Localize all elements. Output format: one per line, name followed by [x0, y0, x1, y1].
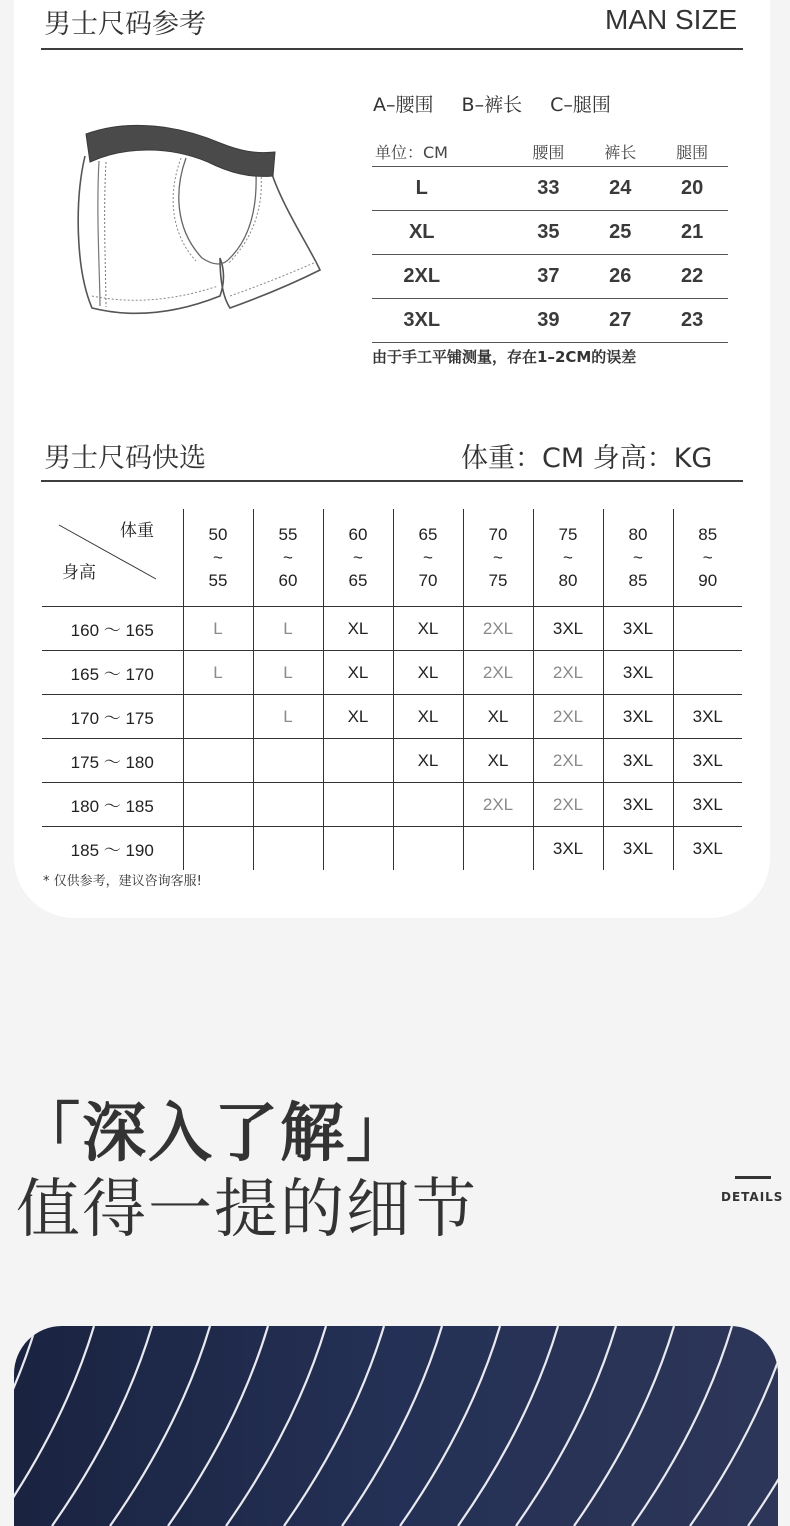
size-label: L	[372, 167, 513, 211]
weight-range-from: 80	[628, 525, 648, 544]
length-value: 27	[584, 299, 656, 343]
weight-range-from: 60	[348, 525, 368, 544]
weight-range-to: 90	[698, 571, 718, 590]
weight-range-sep: ~	[423, 548, 433, 567]
legend-length: B–裤长	[461, 94, 523, 116]
weight-range-from: 55	[278, 525, 298, 544]
size-cell	[673, 607, 742, 651]
size-cell	[323, 783, 393, 827]
reference-note: * 仅供参考，建议咨询客服!	[43, 874, 202, 889]
length-value: 26	[584, 255, 656, 299]
size-cell: XL	[393, 739, 463, 783]
boxer-briefs-illustration	[70, 118, 330, 328]
weight-range-sep: ~	[563, 548, 573, 567]
table-row	[42, 783, 742, 827]
table-row	[372, 299, 728, 343]
weight-range-header	[673, 509, 742, 607]
weight-range-from: 85	[698, 525, 718, 544]
size-cell: 3XL	[533, 607, 603, 651]
size-cell: 2XL	[463, 651, 533, 695]
size-cell: 3XL	[673, 827, 742, 871]
size-cell	[253, 783, 323, 827]
weight-range-header	[533, 509, 603, 607]
weight-range-sep: ~	[213, 548, 223, 567]
weight-range-from: 65	[418, 525, 438, 544]
size-cell	[253, 827, 323, 871]
weight-range-to: 55	[208, 571, 228, 590]
size-cell: L	[253, 651, 323, 695]
measurement-note: 由于手工平铺测量，存在1–2CM的误差	[372, 348, 637, 366]
size-cell: 2XL	[533, 651, 603, 695]
details-line	[735, 1176, 771, 1179]
table-row	[42, 739, 742, 783]
size-cell: 2XL	[463, 607, 533, 651]
details-subheading: 值得一提的细节	[16, 1173, 478, 1247]
size-cell	[183, 827, 253, 871]
weight-axis-label: 体重	[120, 521, 154, 540]
legend-waist: A–腰围	[373, 94, 434, 116]
size-cell	[673, 651, 742, 695]
weight-range-sep: ~	[283, 548, 293, 567]
height-range-label: 180 ～ 185	[42, 783, 183, 827]
height-range-label: 170 ～ 175	[42, 695, 183, 739]
table-row	[372, 167, 728, 211]
size-cell: L	[183, 607, 253, 651]
size-label: XL	[372, 211, 513, 255]
weight-range-to: 85	[628, 571, 648, 590]
waist-value: 35	[513, 211, 585, 255]
size-cell: XL	[463, 695, 533, 739]
size-cell: 2XL	[463, 783, 533, 827]
measurement-table-header	[372, 136, 728, 167]
size-chart-title: 男士尺码参考	[44, 9, 206, 40]
weight-range-header	[253, 509, 323, 607]
weight-range-to: 80	[558, 571, 578, 590]
weight-range-from: 75	[558, 525, 578, 544]
size-cell	[393, 827, 463, 871]
table-row	[42, 827, 742, 871]
quick-pick-divider	[41, 480, 743, 482]
size-cell: 3XL	[603, 739, 673, 783]
table-row	[42, 651, 742, 695]
size-cell	[463, 827, 533, 871]
legend-leg: C–腿围	[550, 94, 611, 116]
length-header: 裤长	[584, 136, 656, 167]
size-cell	[183, 739, 253, 783]
size-cell	[393, 783, 463, 827]
size-cell: 2XL	[533, 739, 603, 783]
height-range-label: 165 ～ 170	[42, 651, 183, 695]
waist-value: 33	[513, 167, 585, 211]
weight-range-header	[323, 509, 393, 607]
size-cell: XL	[323, 651, 393, 695]
header-divider	[41, 48, 743, 50]
size-cell	[253, 739, 323, 783]
leg-value: 22	[656, 255, 728, 299]
length-value: 25	[584, 211, 656, 255]
weight-range-header	[463, 509, 533, 607]
weight-range-to: 70	[418, 571, 438, 590]
size-cell: 3XL	[603, 783, 673, 827]
table-row	[372, 255, 728, 299]
leg-header: 腿围	[656, 136, 728, 167]
details-heading: 「深入了解」	[16, 1097, 412, 1171]
size-label: 3XL	[372, 299, 513, 343]
leg-value: 23	[656, 299, 728, 343]
height-range-label: 160 ～ 165	[42, 607, 183, 651]
size-cell: 3XL	[603, 651, 673, 695]
size-chart-title-en: MAN SIZE	[605, 4, 738, 35]
weight-range-header	[603, 509, 673, 607]
size-cell	[323, 827, 393, 871]
size-label: 2XL	[372, 255, 513, 299]
length-value: 24	[584, 167, 656, 211]
unit-header: 单位：CM	[372, 136, 513, 167]
weight-range-to: 65	[348, 571, 368, 590]
height-axis-label: 身高	[62, 563, 96, 582]
measurement-table	[372, 136, 728, 343]
size-cell: XL	[463, 739, 533, 783]
table-row	[42, 695, 742, 739]
size-cell	[183, 695, 253, 739]
weight-range-from: 50	[208, 525, 228, 544]
quick-pick-title: 男士尺码快选	[44, 443, 206, 474]
size-cell: L	[183, 651, 253, 695]
size-quick-pick-table	[42, 509, 742, 870]
leg-value: 20	[656, 167, 728, 211]
weight-range-to: 60	[278, 571, 298, 590]
size-cell: 3XL	[673, 783, 742, 827]
size-cell: 2XL	[533, 695, 603, 739]
weight-range-to: 75	[488, 571, 508, 590]
size-cell: L	[253, 607, 323, 651]
measurement-legend	[373, 90, 633, 117]
size-cell: 3XL	[673, 739, 742, 783]
weight-header-row	[42, 509, 742, 607]
size-cell: XL	[393, 607, 463, 651]
quick-pick-units: 体重：CM 身高：KG	[461, 443, 713, 474]
size-cell: 3XL	[533, 827, 603, 871]
weight-range-sep: ~	[353, 548, 363, 567]
waist-value: 39	[513, 299, 585, 343]
corner-header	[42, 509, 183, 607]
size-cell: 2XL	[533, 783, 603, 827]
weight-range-sep: ~	[493, 548, 503, 567]
fabric-detail-photo	[14, 1326, 778, 1526]
weight-range-header	[183, 509, 253, 607]
height-range-label: 175 ～ 180	[42, 739, 183, 783]
table-row	[42, 607, 742, 651]
details-label: DETAILS	[721, 1190, 784, 1204]
size-cell	[183, 783, 253, 827]
leg-value: 21	[656, 211, 728, 255]
weight-range-sep: ~	[702, 548, 713, 567]
weight-range-from: 70	[488, 525, 508, 544]
height-range-label: 185 ～ 190	[70, 841, 154, 860]
waist-header: 腰围	[513, 136, 585, 167]
size-cell: XL	[393, 651, 463, 695]
waist-value: 37	[513, 255, 585, 299]
size-cell: 3XL	[673, 695, 742, 739]
size-cell	[323, 739, 393, 783]
size-cell: 3XL	[603, 607, 673, 651]
weight-range-sep: ~	[633, 548, 643, 567]
size-cell: 3XL	[603, 827, 673, 871]
size-cell: XL	[323, 607, 393, 651]
size-cell: L	[253, 695, 323, 739]
size-cell: XL	[323, 695, 393, 739]
table-row	[372, 211, 728, 255]
weight-range-header	[393, 509, 463, 607]
size-cell: XL	[393, 695, 463, 739]
size-cell: 3XL	[603, 695, 673, 739]
